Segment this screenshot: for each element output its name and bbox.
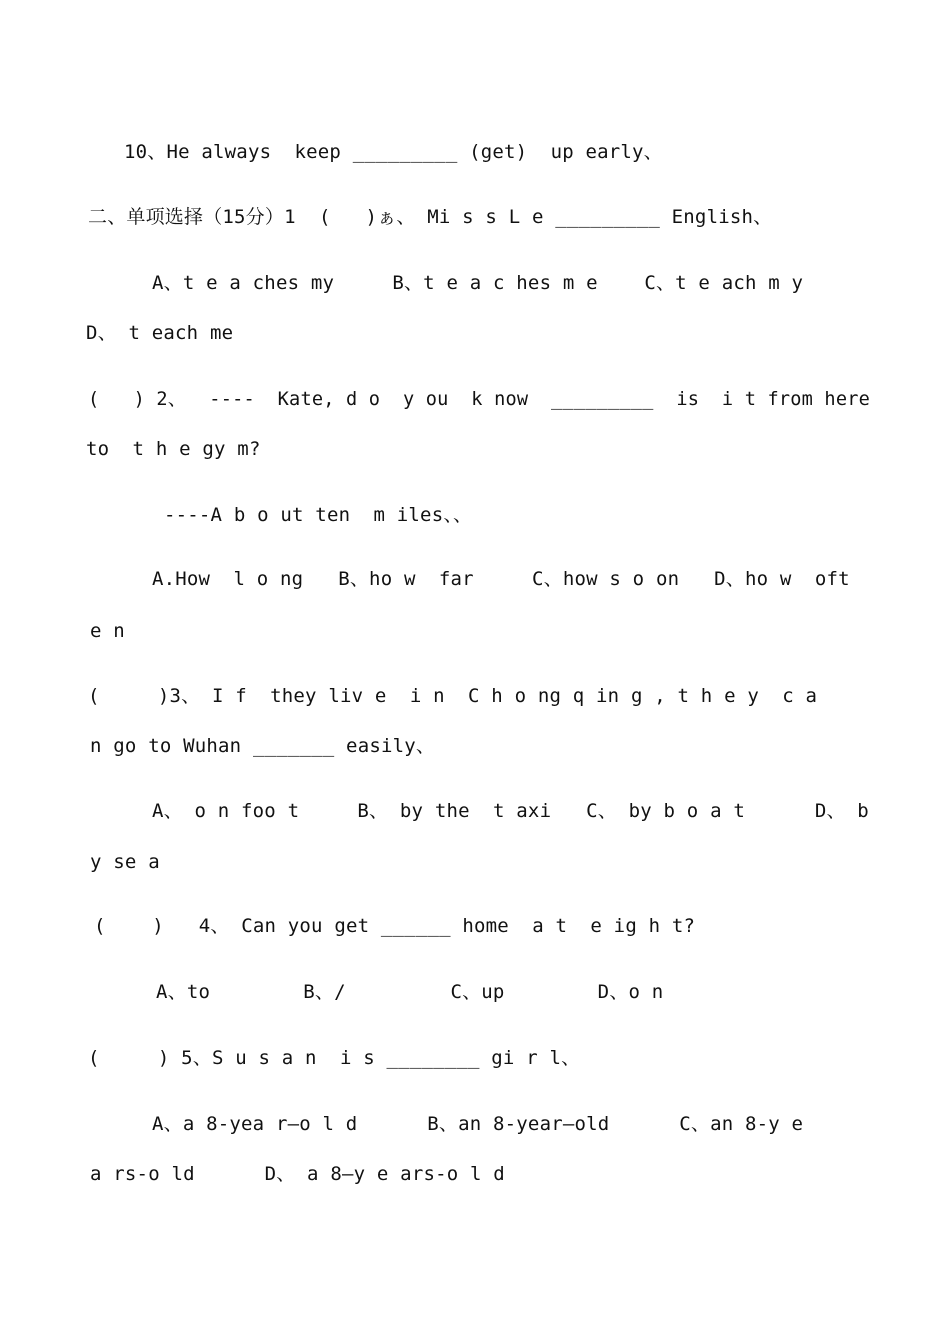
q3-stem-line2: n go to Wuhan _______ easily、 bbox=[90, 735, 436, 757]
q2-answer-dialog: ----A b o ut ten m iles、、 bbox=[164, 504, 473, 526]
q5-options-line1: A、a 8-yea r—o l d B、an 8-year—old C、an 8-y e bbox=[152, 1113, 804, 1135]
question-10-text: 10、He always keep _________ (get) up early、 bbox=[124, 141, 663, 163]
q2-stem-line2: to t h e gy m? bbox=[86, 438, 261, 460]
q2-options-line2: e n bbox=[90, 620, 125, 642]
q4-stem: ( ) 4、 Can you get ______ home a t e ig h t? bbox=[94, 915, 696, 937]
section-2-heading: 二、单项选择（15分）1 ( )ぁ、 Mi s s L e _________ English、 bbox=[88, 206, 773, 228]
q3-options-line1: A、 o n foo t B、 by the t axi C、 by b o a t D、 b bbox=[152, 800, 869, 822]
q2-stem-line1: ( ) 2、 ---- Kate, d o y ou k now _________ is i t from here bbox=[88, 388, 870, 410]
q1-option-d: D、 t each me bbox=[86, 322, 234, 344]
q5-options-line2: a rs-o ld D、 a 8—y e ars-o l d bbox=[90, 1163, 505, 1185]
q3-options-line2: y se a bbox=[90, 851, 160, 873]
q5-stem: ( ) 5、S u s a n i s ________ gi r l、 bbox=[88, 1047, 581, 1069]
q4-options: A、to B、/ C、up D、o n bbox=[156, 981, 664, 1003]
q1-options-abc: A、t e a ches my B、t e a c hes m e C、t e ach m y bbox=[152, 272, 804, 294]
q3-stem-line1: ( )3、 I f they liv e i n C h o ng q in g , t h e y c a bbox=[88, 685, 818, 707]
q2-options-line1: A.How l o ng B、ho w far C、how s o on D、ho w oft bbox=[152, 568, 850, 590]
